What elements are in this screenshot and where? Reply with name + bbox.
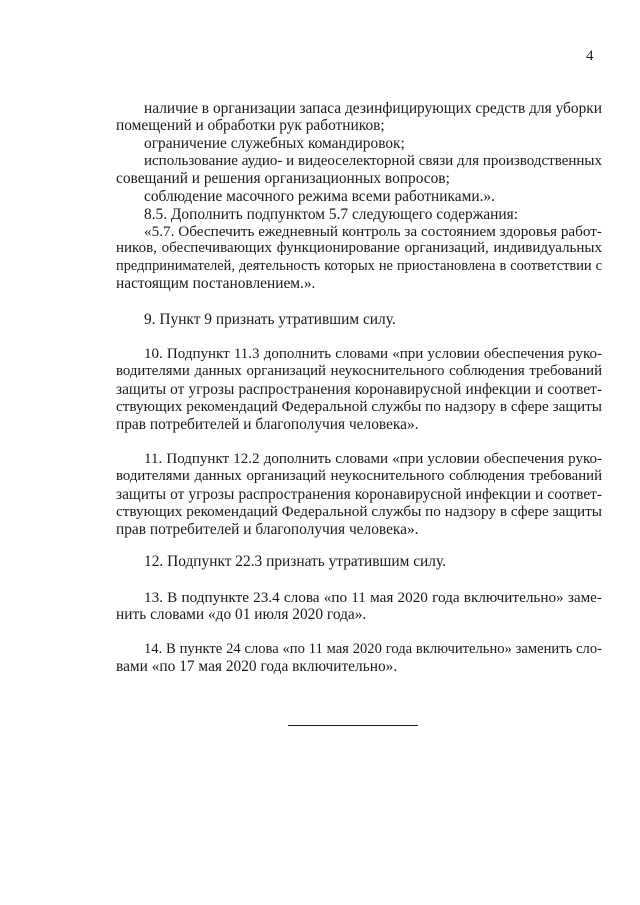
paragraph-10: [116, 346, 602, 433]
text-line: водителями данных организаций неукоснительного соблюдения требований: [116, 363, 602, 380]
text-line: водителями данных организаций неукоснительного соблюдения требований: [116, 468, 602, 485]
text-line: 10. Подпункт 11.3 дополнить словами «при условии обеспечения руко-: [144, 346, 602, 362]
text-line: ограничение служебных командировок;: [144, 135, 405, 152]
text-line: 12. Подпункт 22.3 признать утратившим силу.: [144, 553, 446, 570]
text-line: защиты от угрозы распространения коронавирусной инфекции и соответ-: [116, 485, 602, 503]
paragraph-audio-video-link: [116, 153, 602, 188]
text-line: соблюдение масочного режима всеми работниками.».: [144, 188, 495, 205]
paragraph-12: [116, 553, 602, 570]
text-line: помещений и обработки рук работников;: [116, 117, 385, 135]
page-number: 4: [586, 48, 594, 64]
text-line: 13. В подпункте 23.4 слова «по 11 мая 2020 года включительно» заме-: [144, 589, 602, 606]
text-line: настоящим постановлением.».: [116, 275, 316, 293]
paragraph-11: [116, 451, 602, 538]
paragraph-mask-regime: [116, 188, 602, 205]
text-line: использование аудио- и видеоселекторной связи для производственных: [144, 153, 602, 169]
text-line: ствующих рекомендаций Федеральной службы по надзору в сфере защиты: [116, 503, 602, 521]
text-line: прав потребителей и благополучия человека».: [116, 415, 419, 433]
text-line: прав потребителей и благополучия человека».: [116, 520, 419, 538]
text-line: наличие в организации запаса дезинфицирующих средств для уборки: [144, 100, 602, 117]
text-line: ников, обеспечивающих функционирование организаций, индивидуальных: [116, 240, 602, 257]
text-line: защиты от угрозы распространения коронавирусной инфекции и соответ-: [116, 380, 602, 398]
paragraph-14: [116, 641, 602, 676]
text-line: 9. Пункт 9 признать утратившим силу.: [144, 311, 396, 328]
paragraph-8-5: [116, 206, 602, 223]
text-line: совещаний и решения организационных вопросов;: [116, 170, 450, 188]
text-line: ствующих рекомендаций Федеральной службы по надзору в сфере защиты: [116, 398, 602, 416]
text-line: 11. Подпункт 12.2 дополнить словами «при условии обеспечения руко-: [144, 451, 602, 467]
paragraph-disinfectant-stock: [116, 100, 602, 135]
paragraph-business-trips: [116, 135, 602, 152]
paragraph-5-7: [116, 223, 602, 293]
text-line: нить словами «до 01 июля 2020 года».: [116, 606, 367, 624]
end-separator-line: [288, 725, 418, 726]
text-line: 14. В пункте 24 слова «по 11 мая 2020 года включительно» заменить сло-: [144, 641, 602, 657]
text-line: «5.7. Обеспечить ежедневный контроль за состоянием здоровья работ-: [144, 223, 602, 240]
paragraph-9: [116, 311, 602, 328]
paragraph-13: [116, 589, 602, 624]
text-line: предпринимателей, деятельность которых не приостановлена в соответствии с: [116, 257, 602, 274]
text-line: вами «по 17 мая 2020 года включительно».: [116, 658, 398, 676]
text-line: 8.5. Дополнить подпунктом 5.7 следующего содержания:: [144, 206, 519, 223]
